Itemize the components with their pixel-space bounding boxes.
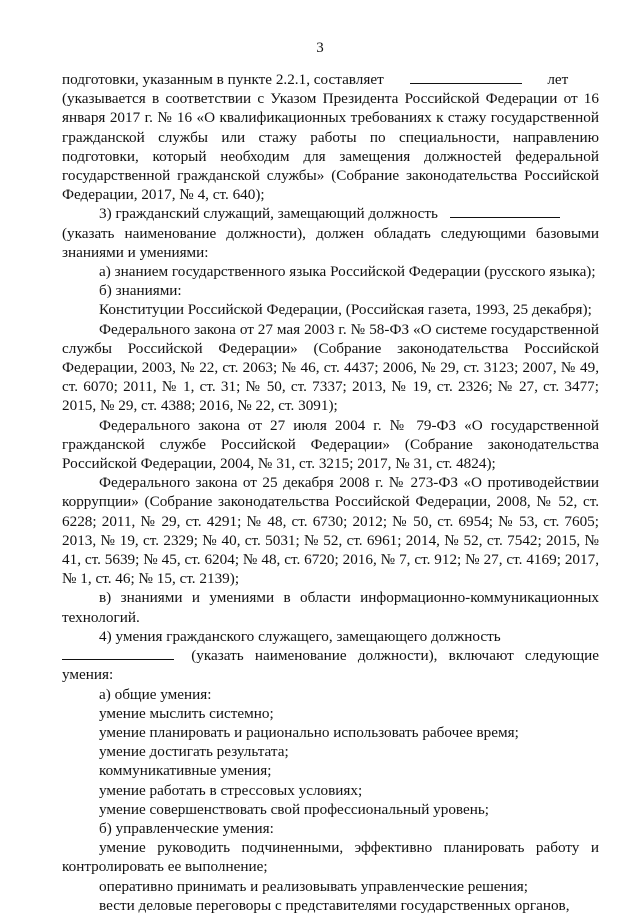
- paragraph-item-3: [62, 204, 599, 223]
- paragraph-item-4-cont: [62, 646, 599, 684]
- list-item: коммуникативные умения;: [99, 762, 272, 780]
- paragraph-language: а) знанием государственного языка Российской Федерации (русского языка);: [99, 263, 596, 281]
- paragraph-knowledge: б) знаниями:: [99, 282, 182, 300]
- text-fragment: 3) гражданский служащий, замещающий должность: [99, 205, 438, 223]
- paragraph-management-skills: б) управленческие умения:: [99, 819, 274, 837]
- document-body: [62, 70, 599, 915]
- list-item: умение достигать результата;: [99, 743, 289, 761]
- paragraph-line-1: [62, 70, 599, 89]
- list-item: умение мыслить системно;: [99, 704, 274, 722]
- paragraph-item-4: 4) умения гражданского служащего, замещающего должность: [99, 627, 501, 645]
- list-item: оперативно принимать и реализовывать управленческие решения;: [99, 877, 529, 895]
- paragraph-law-58: Федерального закона от 27 мая 2003 г. № 58-ФЗ «О системе государственной службы Российской Федерации» (Собрание законодательства Российской Федерации, 2003, № 22, ст. 2063; № 46, ст. 4437; 2006, № 29, ст. 3123; 2007, № 49, ст. 6070; 2011, № 1, ст. 31; № 50, ст. 7337; 2013, № 19, ст. 2326; № 27, ст. 3477; 2015, № 29, ст. 4388; 2016, № 22, ст. 3091);: [62, 320, 599, 415]
- text-fragment: (указать наименование должности), включают следующие умения:: [62, 647, 600, 684]
- paragraph-it-skills: в) знаниями и умениями в области информационно-коммуникационных технологий.: [62, 589, 599, 626]
- paragraph-constitution: Конституции Российской Федерации, (Российская газета, 1993, 25 декабря);: [99, 301, 592, 319]
- text-fragment: подготовки, указанным в пункте 2.2.1, составляет: [62, 71, 384, 88]
- list-item: умение работать в стрессовых условиях;: [99, 781, 363, 799]
- paragraph-law-79: Федерального закона от 27 июля 2004 г. № 79-ФЗ «О государственной гражданской службе Российской Федерации» (Собрание законодательства Российской Федерации, 2004, № 31, ст. 3215; 2017, № 31, ст. 4824);: [62, 416, 599, 473]
- list-item: умение совершенствовать свой профессиональный уровень;: [99, 800, 490, 818]
- list-item: умение планировать и рационально использовать рабочее время;: [99, 723, 519, 741]
- blank-line: [450, 205, 560, 218]
- page-number: 3: [316, 40, 324, 56]
- paragraph-decree-reference: (указывается в соответствии с Указом Президента Российской Федерации от 16 января 2017 г. № 16 «О квалификационных требованиях к стажу государственной гражданской службы или стажу работы по специальности, направлению подготовки, который необходим для замещения должностей федеральной государственной гражданской службы» (Собрание законодательства Российской Федерации, 2017, № 4, ст. 640);: [62, 90, 599, 204]
- text-fragment: лет: [547, 71, 569, 88]
- list-item: вести деловые переговоры с представителями государственных органов,: [99, 896, 570, 914]
- blank-line: [62, 647, 174, 660]
- paragraph-item-3-cont: (указать наименование должности), должен обладать следующими базовыми знаниями и умениями:: [62, 224, 599, 261]
- paragraph-general-skills: а) общие умения:: [99, 685, 212, 703]
- blank-line: [410, 71, 522, 84]
- paragraph-law-273: Федерального закона от 25 декабря 2008 г. № 273-ФЗ «О противодействии коррупции» (Собрание законодательства Российской Федерации, 2008, № 52, ст. 6228; 2011, № 29, ст. 4291; № 48, ст. 6730; 2012; № 50, ст. 6954; № 53, ст. 7605; 2013, № 19, ст. 2329; № 40, ст. 5031; № 52, ст. 6961; 2014, № 52, ст. 7542; 2015, № 41, ст. 5639; № 45, ст. 6204; № 48, ст. 6720; 2016, № 7, ст. 912; № 27, ст. 4169; 2017, № 1, ст. 46; № 15, ст. 2139);: [62, 474, 599, 588]
- list-item: умение руководить подчиненными, эффективно планировать работу и контролировать ее выполнение;: [62, 839, 599, 876]
